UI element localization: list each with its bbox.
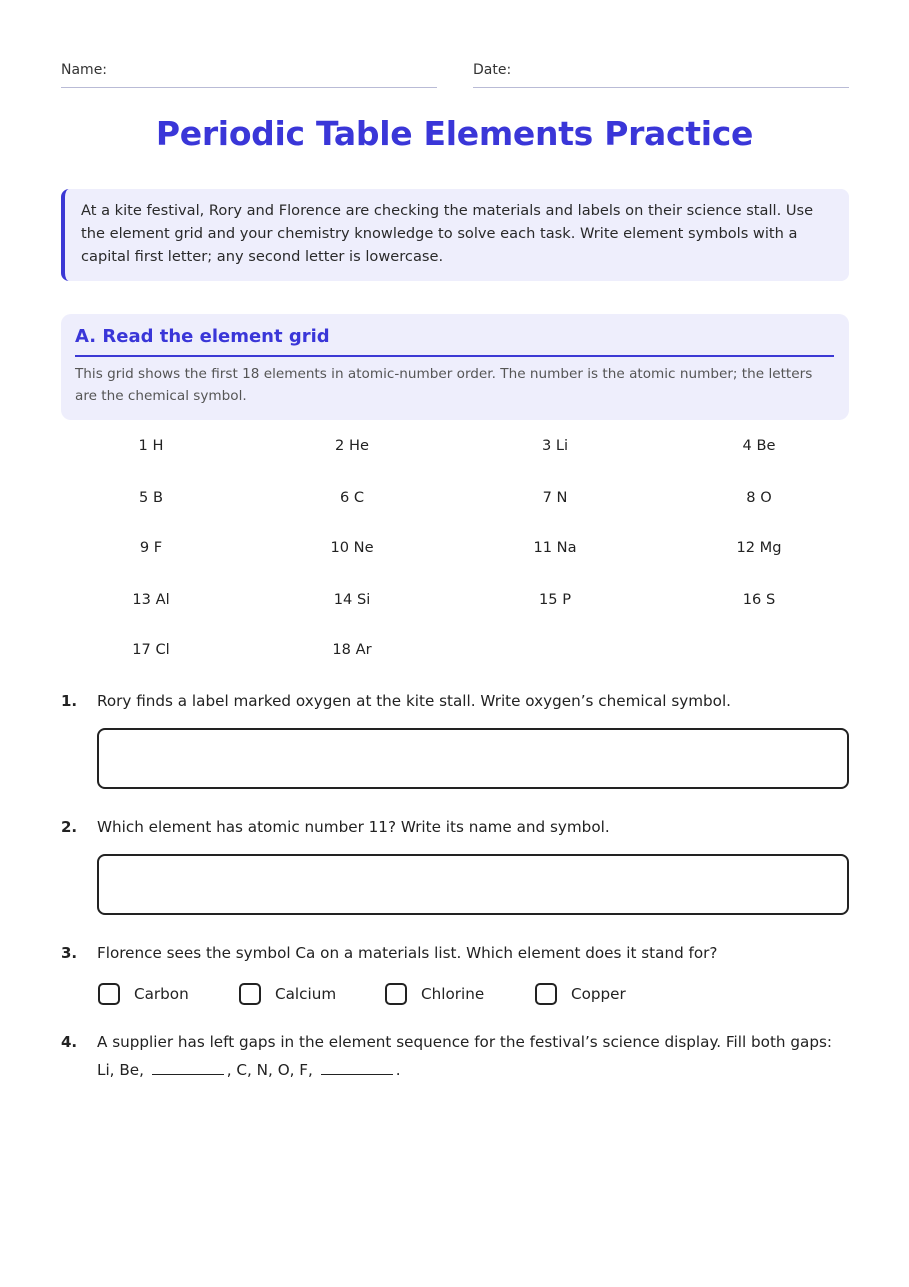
sequence-end: . [395, 1061, 401, 1079]
question-3-number: 3. [61, 944, 78, 962]
sequence-start: Li, Be, [97, 1061, 144, 1079]
question-3-text: Florence sees the symbol Ca on a materials list. Which element does it stand for? [97, 944, 718, 962]
option-label: Carbon [134, 985, 189, 1003]
element-cell: 14 Si [333, 591, 371, 608]
date-label: Date: [473, 62, 512, 78]
question-4-sequence [97, 1058, 401, 1079]
question-4-text: A supplier has left gaps in the element sequence for the festival’s science display. Fill both gaps: [97, 1033, 832, 1051]
option-label: Chlorine [421, 985, 485, 1003]
element-cell: 11 Na [533, 539, 577, 556]
element-cell: 17 Cl [132, 641, 170, 658]
element-cell: 15 P [538, 591, 571, 608]
option-copper[interactable] [535, 981, 626, 1007]
section-a-header [61, 314, 849, 420]
option-label: Calcium [275, 985, 337, 1003]
element-cell: 2 He [335, 437, 369, 454]
element-cell: 8 O [746, 489, 772, 506]
element-cell: 4 Be [742, 437, 776, 454]
question-2-answer-box[interactable] [97, 854, 849, 915]
question-2-number: 2. [61, 818, 78, 836]
option-carbon[interactable] [98, 981, 189, 1007]
page-title: Periodic Table Elements Practice [155, 114, 754, 153]
sequence-blank-2[interactable] [321, 1058, 393, 1075]
checkbox[interactable] [385, 983, 407, 1005]
intro-box: At a kite festival, Rory and Florence are checking the materials and labels on their science stall. Use the element grid and your chemistry knowledge to solve each task. Write element symbols with a capital first letter; any second letter is lowercase. [61, 189, 849, 281]
element-cell: 16 S [742, 591, 776, 608]
date-field[interactable] [473, 62, 849, 88]
element-cell: 1 H [138, 437, 164, 454]
sequence-middle: , C, N, O, F, [226, 1061, 313, 1079]
question-1-answer-box[interactable] [97, 728, 849, 789]
option-label: Copper [571, 985, 626, 1003]
question-2-text: Which element has atomic number 11? Write its name and symbol. [97, 818, 610, 836]
element-cell: 5 B [139, 489, 163, 506]
sequence-blank-1[interactable] [152, 1058, 224, 1075]
question-4-number: 4. [61, 1033, 78, 1051]
element-cell: 18 Ar [332, 641, 372, 658]
element-cell: 6 C [339, 489, 365, 506]
section-a-description: This grid shows the first 18 elements in atomic-number order. The number is the atomic number; the letters are the chemical symbol. [75, 366, 813, 404]
section-a-heading: A. Read the element grid [75, 326, 834, 357]
element-cell: 10 Ne [330, 539, 374, 556]
option-calcium[interactable] [239, 981, 336, 1007]
option-chlorine[interactable] [385, 981, 484, 1007]
question-1-text: Rory finds a label marked oxygen at the kite stall. Write oxygen’s chemical symbol. [97, 692, 732, 710]
checkbox[interactable] [535, 983, 557, 1005]
element-cell: 7 N [542, 489, 568, 506]
question-1-number: 1. [61, 692, 78, 710]
name-field[interactable] [61, 62, 437, 88]
element-cell: 12 Mg [736, 539, 782, 556]
checkbox[interactable] [239, 983, 261, 1005]
name-label: Name: [61, 62, 108, 78]
checkbox[interactable] [98, 983, 120, 1005]
element-cell: 3 Li [541, 437, 569, 454]
element-cell: 13 Al [132, 591, 170, 608]
element-cell: 9 F [139, 539, 163, 556]
